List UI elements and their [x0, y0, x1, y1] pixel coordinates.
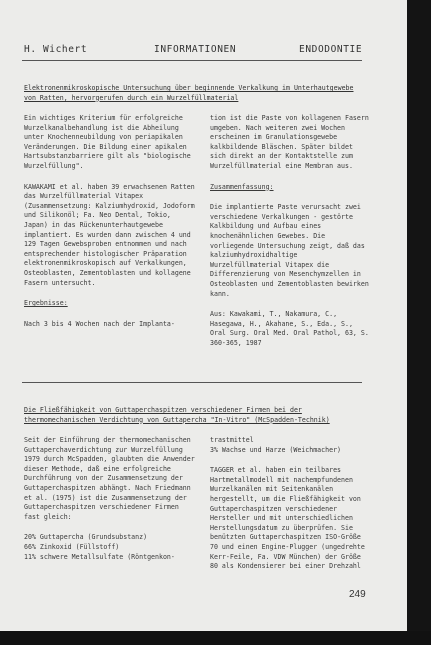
- article1-left-p1: Ein wichtiges Kriterium für erfolgreiche Wurzelkanalbehandlung ist die Abheilung unter Knochenneubildung von periapikalen Veränderungen. Die Bildung einer apikalen Hartsubstanzbarriere gilt als "biologische Wurzelfüllung".: [24, 114, 191, 170]
- article-divider: [22, 382, 362, 383]
- article2-left-p1: Seit der Einführung der thermomechanischen Guttaperchaverdichtung zur Wurzelfüllung 1979 durch McSpadden, glaubten die Anwender dieser Methode, daß eine erfolgreiche Durchführung von der Zusammensetzung der Guttaperchaspitzen abhängt. Nach Friedmann et al. (1975) ist die Zusammensetzung der Guttaperchaspitzen verschiedener Firmen fast gleich:: [24, 436, 195, 521]
- article1-right-column: [210, 114, 370, 348]
- article2-right-column: [210, 436, 370, 572]
- page-number: 249: [349, 589, 366, 600]
- article1-results-heading: Ergebnisse:: [24, 299, 68, 308]
- header-rule: [22, 60, 362, 61]
- composition-item: 20% Guttapercha (Grundsubstanz): [24, 533, 148, 542]
- article2-right-p2: 3% Wachse und Harze (Weichmacher): [210, 445, 342, 454]
- header-topic: ENDODONTIE: [299, 44, 363, 55]
- composition-item: 66% Zinkoxid (Füllstoff): [24, 542, 120, 551]
- article2-left-column: [24, 436, 195, 562]
- header-section: INFORMATIONEN: [154, 44, 237, 55]
- article2-title: Die Fließfähigkeit von Guttaperchaspitzen verschiedener Firmen bei der thermomechanischen Verdichtung von Guttapercha "In-Vitro" (McSpadden-Technik): [24, 406, 330, 424]
- article2-right-p1: trastmittel: [210, 436, 254, 444]
- article1-left-p3: Nach 3 bis 4 Wochen nach der Implanta-: [24, 319, 175, 328]
- article1-left-p2: KAWAKAMI et al. haben 39 erwachsenen Ratten das Wurzelfüllmaterial Vitapex (Zusammensetzung: Kalziumhydroxid, Jodoform und Silikonöl; Fa. Neo Dental, Tokio, Japan) in das Rückenunterhautgewebe implantiert. Es wurden dann zwischen 4 und 129 Tagen Gewebsproben entnommen und nach entsprechender histologischer Präparation elektronenmikroskopisch auf Verkalkungen, Osteoblasten, Zementoblasten und kollagene Fasern untersucht.: [24, 182, 195, 287]
- article1-left-column: [24, 114, 195, 329]
- article1-right-p1: tion ist die Paste von kollagenen Fasern umgeben. Nach weiteren zwei Wochen erscheinen im Granulationsgewebe kalkbildende Bläschen. Später bildet sich direkt an der Kontaktstelle zum Wurzelfüllmaterial eine Membran aus.: [210, 114, 369, 170]
- composition-item: 11% schwere Metallsulfate (Röntgenkon-: [24, 552, 175, 561]
- scan-edge-bottom: [0, 631, 431, 645]
- scan-edge-right: [407, 0, 431, 645]
- header-author: H. Wichert: [24, 44, 88, 55]
- article1-right-p2: Die implantierte Paste verursacht zwei verschiedene Verkalkungen - gestörte Kalkbildung und Aufbau eines knochenähnlichen Gewebes. Die vorliegende Untersuchung zeigt, daß das kalziumhydroxidhaltige Wurzelfüllmaterial Vitapex die Differenzierung von Mesenchymzellen in Osteoblasten und Zementoblasten bewirken kann.: [210, 203, 369, 298]
- article1-summary-heading: Zusammenfassung:: [210, 182, 274, 191]
- article2-right-p3: TAGGER et al. haben ein teilbares Hartmetallmodell mit nachempfundenen Wurzelkanälen mit Seitenkanälen hergestellt, um die Fließfähigkeit von Guttaperchaspitzen verschiedener Hersteller und mit unterschiedlichen Herstellungsdatum zu überprüfen. Sie benützten Guttaperchaspitzen ISO-Größe 70 und einen Engine-Plugger (ungedrehte Kerr-Feile, Fa. VDW München) der Größe 80 als Kondensierer bei einer Drehzahl: [210, 466, 365, 571]
- article1-reference: Aus: Kawakami, T., Nakamura, C., Hasegawa, H., Akahane, S., Eda., S., Oral Surg. Oral Med. Oral Pathol, 63, S. 360-365, 1987: [210, 310, 369, 347]
- article1-title: Elektronenmikroskopische Untersuchung über beginnende Verkalkung im Unterhautgewebe von Ratten, hervorgerufen durch ein Wurzelfüllmaterial: [24, 84, 354, 102]
